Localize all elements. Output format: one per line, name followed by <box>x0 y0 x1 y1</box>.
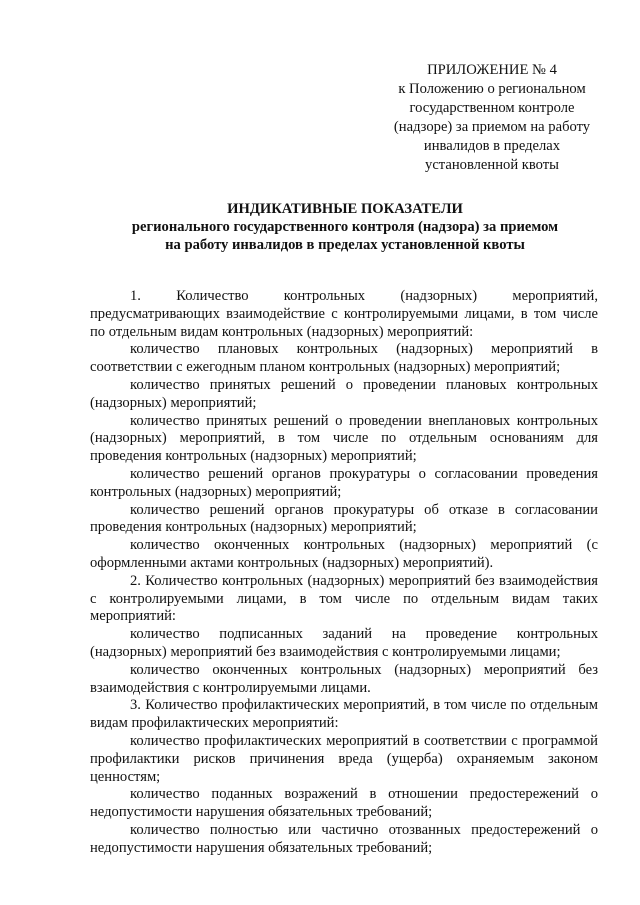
paragraph: 1. Количество контрольных (надзорных) мероприятий, предусматривающих взаимодействие с контролируемыми лицами, в том числе по отдельным видам контрольных (надзорных) мероприятий: <box>90 288 598 340</box>
paragraph: количество решений органов прокуратуры об отказе в согласовании проведения контрольных (надзорных) мероприятий; <box>90 501 598 536</box>
paragraph: количество подписанных заданий на проведение контрольных (надзорных) мероприятий без взаимодействия с контролируемыми лицами; <box>90 626 598 660</box>
paragraph: количество принятых решений о проведении плановых контрольных (надзорных) мероприятий; <box>90 376 598 411</box>
appendix-line: к Положению о региональном <box>398 81 586 97</box>
appendix-header <box>372 61 612 175</box>
document-body <box>90 288 598 858</box>
appendix-line: государственном контроле <box>409 100 575 116</box>
paragraph: количество оконченных контрольных (надзорных) мероприятий без взаимодействия с контролируемыми лицами. <box>90 661 598 696</box>
paragraph: количество оконченных контрольных (надзорных) мероприятий (с оформленными актами контрольных (надзорных) мероприятий). <box>90 537 598 571</box>
paragraph: 2. Количество контрольных (надзорных) мероприятий без взаимодействия с контролируемыми лицами, в том числе по отдельным видам таких мероприятий: <box>90 572 598 625</box>
paragraph: 3. Количество профилактических мероприятий, в том числе по отдельным видам профилактических мероприятий: <box>90 697 598 732</box>
appendix-line: установленной квоты <box>425 157 559 173</box>
appendix-line: ПРИЛОЖЕНИЕ № 4 <box>427 62 557 78</box>
title-line: на работу инвалидов в пределах установленной квоты <box>165 237 525 253</box>
document-title <box>60 200 630 254</box>
appendix-line: (надзоре) за приемом на работу <box>393 119 591 135</box>
title-line: регионального государственного контроля (надзора) за приемом <box>131 219 559 235</box>
paragraph: количество принятых решений о проведении внеплановых контрольных (надзорных) мероприятий, в том числе по отдельным основаниям для проведения контрольных (надзорных) мероприятий; <box>90 412 598 465</box>
paragraph: количество решений органов прокуратуры о согласовании проведения контрольных (надзорных) мероприятий; <box>90 465 598 500</box>
title-line: ИНДИКАТИВНЫЕ ПОКАЗАТЕЛИ <box>227 201 463 217</box>
appendix-line: инвалидов в пределах <box>423 138 561 154</box>
paragraph: количество поданных возражений в отношении предостережений о недопустимости нарушения обязательных требований; <box>90 786 598 821</box>
paragraph: количество плановых контрольных (надзорных) мероприятий в соответствии с ежегодным планом контрольных (надзорных) мероприятий; <box>90 341 598 376</box>
paragraph: количество полностью или частично отозванных предостережений о недопустимости нарушения обязательных требований; <box>90 821 598 856</box>
paragraph: количество профилактических мероприятий в соответствии с программой профилактики рисков причинения вреда (ущерба) охраняемым законом ценностям; <box>90 732 598 785</box>
